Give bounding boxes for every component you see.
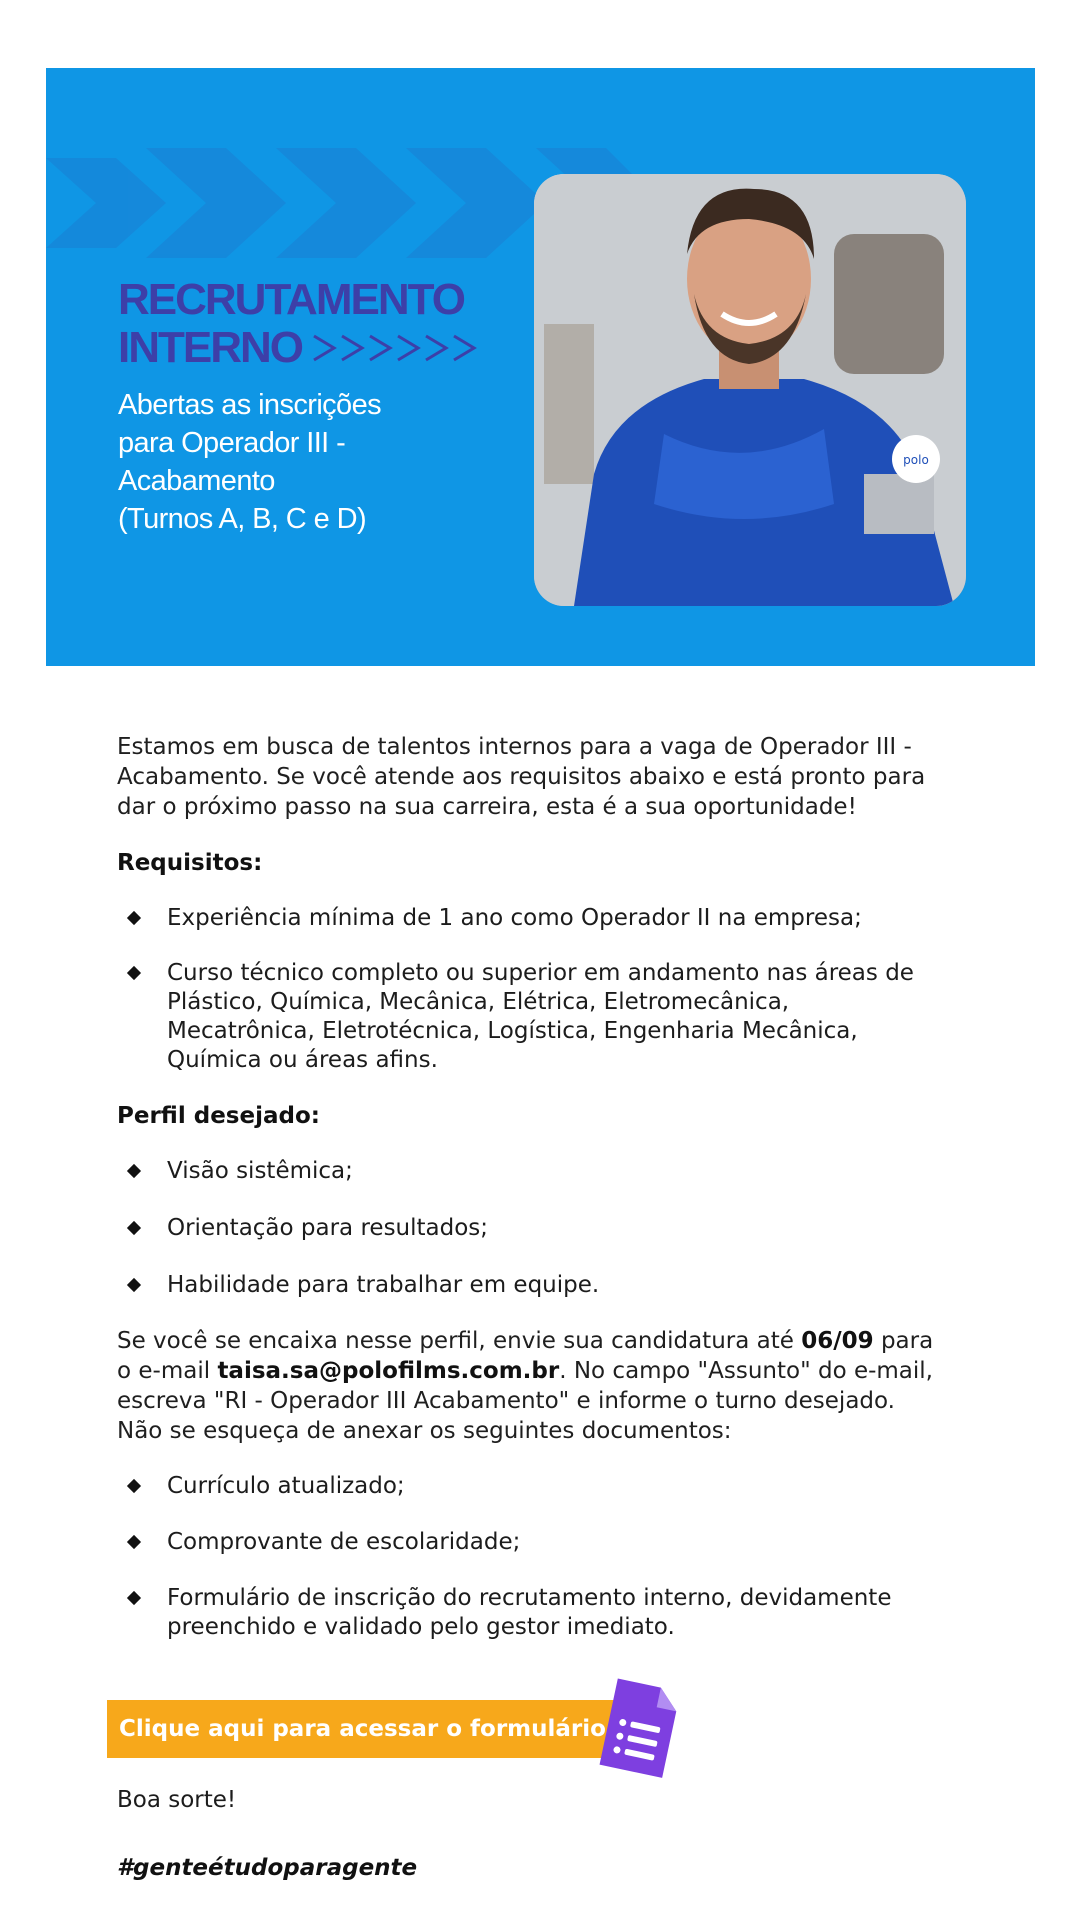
requirements-list — [117, 904, 967, 1075]
jacket-badge: polo — [903, 453, 929, 467]
hashtag: #genteétudoparagente — [117, 1855, 418, 1881]
documents-list — [117, 1472, 967, 1642]
list-item: Formulário de inscrição do recrutamento interno, devidamente preenchido e validado pelo gestor imediato. — [117, 1584, 967, 1642]
bullet-icon — [127, 1278, 141, 1292]
bullet-icon — [127, 911, 141, 925]
form-link-button[interactable]: Clique aqui para acessar o formulário — [107, 1700, 619, 1758]
title-line-1: RECRUTAMENTO — [118, 275, 464, 324]
profile-heading: Perfil desejado: — [117, 1103, 320, 1129]
bullet-icon — [127, 1479, 141, 1493]
list-item: Orientação para resultados; — [117, 1214, 967, 1243]
list-item: Currículo atualizado; — [117, 1472, 967, 1501]
intro-paragraph: Estamos em busca de talentos internos para a vaga de Operador III - Acabamento. Se você atende aos requisitos abaixo e está pronto para dar o próximo passo na sua carreira, esta é a sua oportunidade! — [117, 734, 926, 820]
arrows-icon — [312, 330, 482, 366]
title-line-2: INTERNO — [118, 323, 302, 372]
hero-banner — [46, 68, 1035, 666]
operator-photo — [534, 174, 966, 606]
application-paragraph: Se você se encaixa nesse perfil, envie sua candidatura até 06/09 para o e-mail taisa.sa@polofilms.com.br. No campo "Assunto" do e-mail, escreva "RI - Operador III Acabamento" e informe o turno desejado. Não se esqueça de anexar os seguintes documentos: — [117, 1328, 934, 1444]
list-item: Habilidade para trabalhar em equipe. — [117, 1271, 967, 1300]
subtitle-line: Acabamento — [118, 465, 275, 497]
profile-list — [117, 1157, 967, 1300]
requirements-heading: Requisitos: — [117, 850, 263, 876]
subtitle-line: Abertas as inscrições — [118, 389, 382, 421]
bullet-icon — [127, 1164, 141, 1178]
good-luck-text: Boa sorte! — [117, 1787, 237, 1813]
bullet-icon — [127, 1535, 141, 1549]
subtitle-line: para Operador III - — [118, 427, 346, 459]
banner-title — [118, 276, 482, 372]
subtitle-line: (Turnos A, B, C e D) — [118, 503, 366, 535]
job-description — [117, 732, 967, 1642]
email-address[interactable]: taisa.sa@polofilms.com.br — [217, 1358, 560, 1384]
list-item: Visão sistêmica; — [117, 1157, 967, 1186]
bullet-icon — [127, 1591, 141, 1605]
google-forms-icon[interactable] — [598, 1676, 680, 1780]
operator-illustration-icon — [534, 174, 966, 606]
deadline-date: 06/09 — [801, 1328, 874, 1354]
bullet-icon — [127, 966, 141, 980]
bullet-icon — [127, 1221, 141, 1235]
list-item: Comprovante de escolaridade; — [117, 1528, 967, 1557]
list-item: Experiência mínima de 1 ano como Operador II na empresa; — [117, 904, 967, 933]
list-item: Curso técnico completo ou superior em andamento nas áreas de Plástico, Química, Mecânica, Elétrica, Eletromecânica, Mecatrônica, Eletrotécnica, Logística, Engenharia Mecânica, Química ou áreas afins. — [117, 959, 967, 1075]
banner-subtitle — [118, 386, 458, 538]
